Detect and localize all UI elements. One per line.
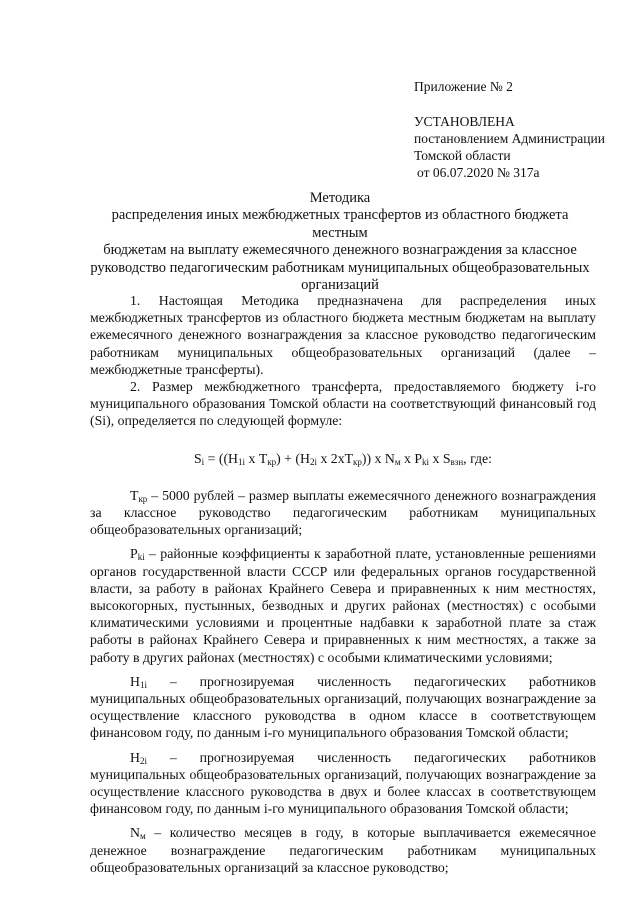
approved-by-line2: Томской области: [414, 148, 511, 163]
paragraph-2: 2. Размер межбюджетного трансферта, предоставляемого бюджету i-го муниципального образования Томской области на соответствующий финансовый год (Si), определяется по следующей формуле:: [90, 379, 596, 429]
formula-part: х 2хТ: [317, 450, 354, 466]
symbol-sub: кр: [138, 493, 148, 504]
document-title: [84, 190, 596, 294]
definition-text: – прогнозируемая численность педагогических работников муниципальных общеобразовательных организаций, получающих вознаграждение за осуществление классного руководства в одном классе в соответствующем финансовом году, по данным i-го муниципального образования Томской области;: [90, 673, 596, 741]
appendix-number: Приложение № 2: [414, 79, 513, 94]
title-line-2: бюджетам на выплату ежемесячного денежного вознаграждения за классное: [103, 242, 577, 259]
definition-pki: [90, 545, 596, 665]
symbol-sub: ki: [137, 552, 145, 563]
symbol: Н: [130, 673, 140, 689]
definition-text: – районные коэффициенты к заработной плате, установленные решениями органов государственной власти СССР или федеральных органов государственной власти, за работу в районах Крайнего Севера и приравненных к ним местностях, высокогорных, пустынных, безводных и других районах (местностях) с особыми климатическими условиями и процентные надбавки к заработной плате за стаж работы в районах Крайнего Севера и приравненных к ним местностях, а также за работу в других районах (местностях) с особыми климатическими условиями;: [90, 546, 596, 665]
formula-sub: 1i: [238, 456, 246, 467]
definition-text: – 5000 рублей – размер выплаты ежемесячного денежного вознаграждения за классное руководство педагогическим работникам муниципальных общеобразовательных организаций;: [90, 487, 596, 538]
definition-text: – прогнозируемая численность педагогических работников муниципальных общеобразовательных организаций, получающих вознаграждение за осуществление классного руководства в двух и более классах в соответствующем финансовом году, по данным i-го муниципального образования Томской области;: [90, 749, 596, 817]
approved-label: УСТАНОВЛЕНА: [414, 114, 515, 129]
formula: [90, 450, 596, 467]
title-heading: Методика: [309, 190, 371, 206]
formula-sub: взн: [450, 456, 464, 467]
title-line-1: распределения иных межбюджетных трансфертов из областного бюджета местным: [111, 207, 569, 241]
approval-stamp: [414, 78, 605, 181]
document-body: [90, 292, 596, 876]
title-line-4: организаций: [301, 277, 379, 294]
symbol: Н: [130, 749, 140, 765]
formula-part: , где:: [463, 450, 493, 466]
definition-text: – количество месяцев в году, в которые выплачивается ежемесячное денежное вознаграждение педагогическим работникам муниципальных общеобразовательных организаций за классное руководство;: [90, 825, 596, 875]
symbol: N: [130, 825, 140, 841]
definition-n1: [90, 673, 596, 742]
symbol-sub: м: [139, 831, 146, 842]
formula-part: х Р: [400, 450, 423, 466]
formula-sub: м: [394, 456, 401, 467]
symbol-sub: 1i: [139, 679, 147, 690]
formula-sub: ki: [422, 456, 430, 467]
symbol: Т: [130, 487, 139, 503]
approval-date: от 06.07.2020 № 317а: [417, 165, 540, 180]
formula-part: )) х N: [361, 450, 395, 466]
formula-sub: кр: [353, 456, 362, 467]
definition-tkr: [90, 487, 596, 539]
formula-part: х S: [429, 450, 451, 466]
formula-part: = ((Н: [204, 450, 239, 466]
symbol-sub: 2i: [139, 755, 147, 766]
definition-nm: [90, 824, 596, 876]
paragraph-1: 1. Настоящая Методика предназначена для распределения иных межбюджетных трансфертов из областного бюджета местным бюджетам на выплату ежемесячного денежного вознаграждения за классное руководство педагогическим работникам муниципальных общеобразовательных организаций (далее – межбюджетные трансферты).: [90, 293, 596, 377]
formula-sub: кр: [267, 456, 277, 467]
formula-part: х Т: [245, 450, 268, 466]
symbol: Р: [130, 546, 138, 562]
approved-by-line1: постановлением Администрации: [414, 131, 605, 146]
formula-part: S: [193, 450, 202, 466]
formula-part: ) + (Н: [276, 450, 310, 466]
formula-sub: i: [201, 456, 205, 467]
formula-sub: 2i: [309, 456, 317, 467]
title-line-3: руководство педагогическим работникам муниципальных общеобразовательных: [90, 259, 590, 276]
definition-n2: [90, 749, 596, 818]
